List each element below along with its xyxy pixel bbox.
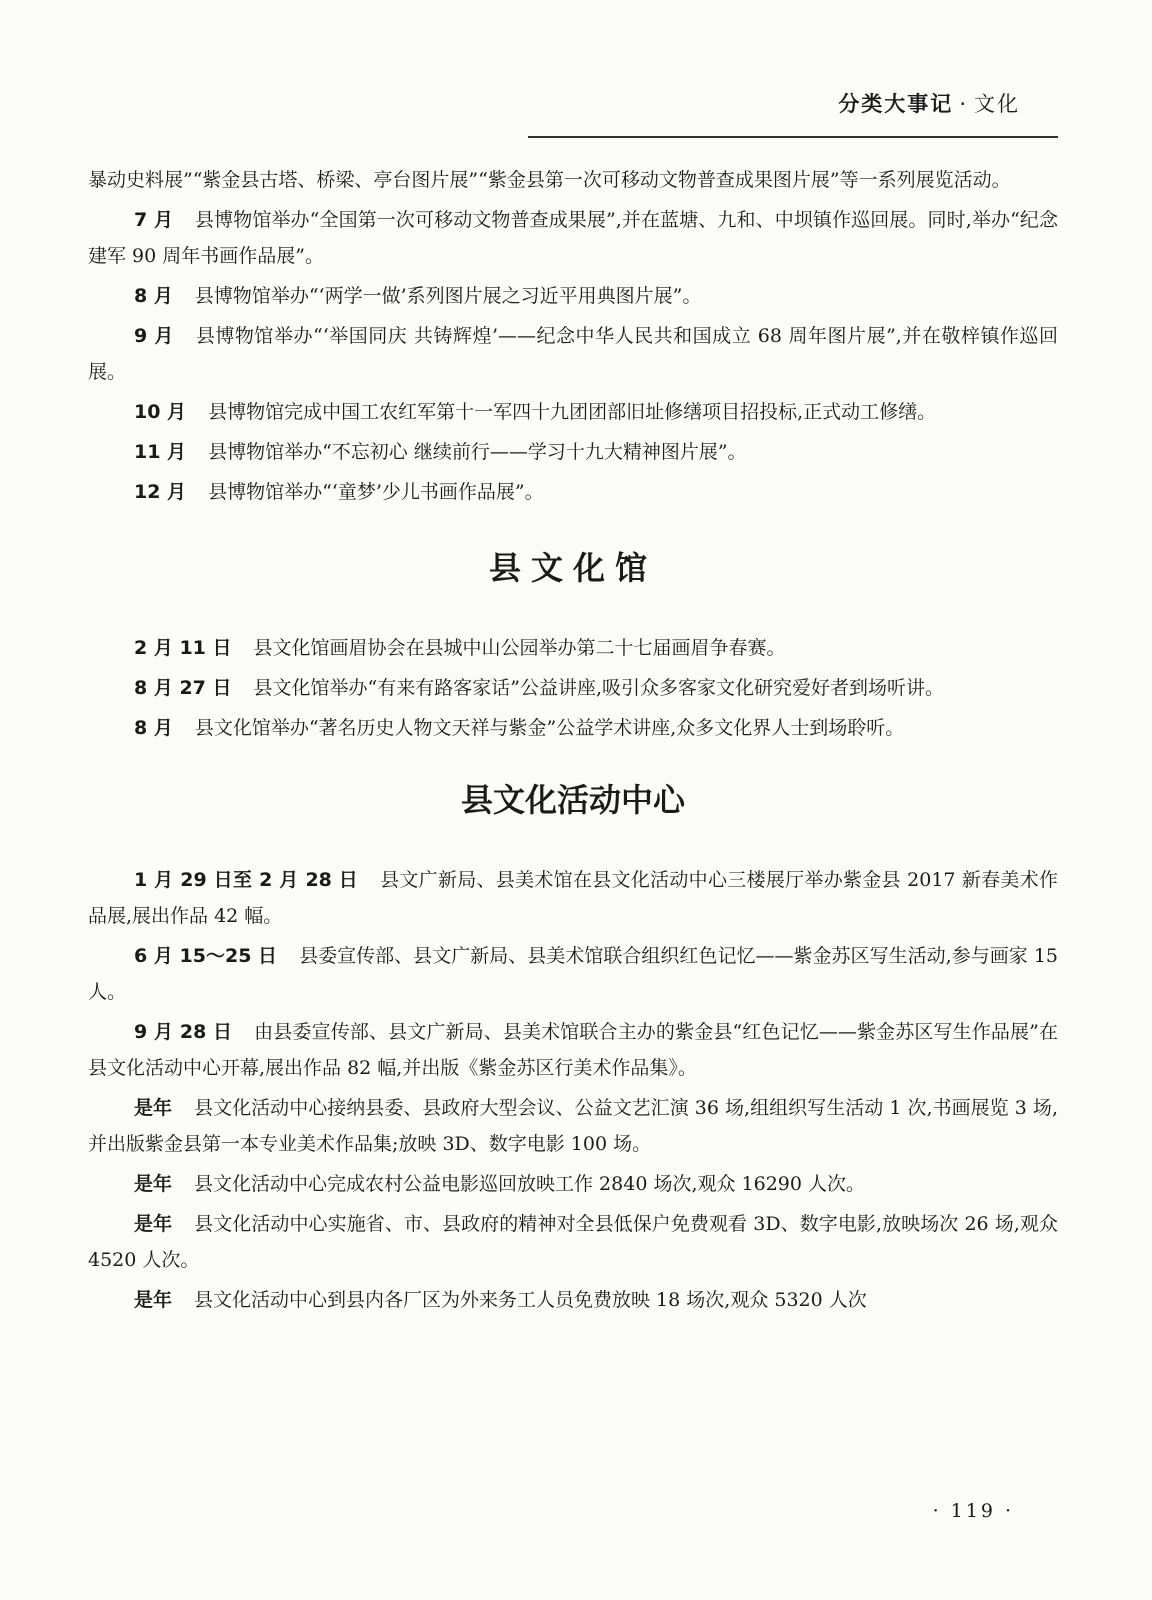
entry-text: 县博物馆举办“‘两学一做’系列图片展之习近平用典图片展”。 <box>194 285 702 307</box>
entry-date: 8 月 <box>134 717 173 739</box>
list-item <box>88 202 1058 274</box>
list-item <box>88 670 1058 706</box>
entry-text: 县文化馆画眉协会在县城中山公园举办第二十七届画眉争春赛。 <box>253 637 786 659</box>
header-separator: · <box>959 92 968 116</box>
list-item <box>88 1166 1058 1202</box>
list-item <box>88 278 1058 314</box>
list-item <box>88 938 1058 1010</box>
list-item <box>88 434 1058 470</box>
entry-date: 8 月 <box>134 285 173 307</box>
page-content <box>88 162 1058 1322</box>
list-item <box>88 162 1058 198</box>
entry-text: 县博物馆举办“全国第一次可移动文物普查成果展”,并在蓝塘、九和、中坝镇作巡回展。同时,举办“纪念建军 90 周年书画作品展”。 <box>88 209 1058 267</box>
museum-entries <box>88 162 1058 510</box>
culture-hall-entries <box>88 630 1058 746</box>
running-header <box>838 88 1020 118</box>
entry-text: 县文化活动中心接纳县委、县政府大型会议、公益文艺汇演 36 场,组组织写生活动 1 次,书画展览 3 场,并出版紫金县第一本专业美术作品集;放映 3D、数字电影 100 场。 <box>88 1097 1058 1155</box>
list-item <box>88 710 1058 746</box>
list-item <box>88 1014 1058 1086</box>
entry-text: 县文化活动中心实施省、市、县政府的精神对全县低保户免费观看 3D、数字电影,放映场次 26 场,观众 4520 人次。 <box>88 1213 1058 1271</box>
list-item <box>88 862 1058 934</box>
entry-text: 县文化活动中心完成农村公益电影巡回放映工作 2840 场次,观众 16290 人次。 <box>194 1173 866 1195</box>
entry-date: 8 月 27 日 <box>134 677 232 699</box>
entry-text: 县文化活动中心到县内各厂区为外来务工人员免费放映 18 场次,观众 5320 人次 <box>194 1289 867 1311</box>
entry-date: 11 月 <box>134 441 187 463</box>
entry-text: 县委宣传部、县文广新局、县美术馆联合组织红色记忆——紫金苏区写生活动,参与画家 15 人。 <box>88 945 1058 1003</box>
entry-date: 是年 <box>134 1173 173 1195</box>
entry-text: 县博物馆举办“不忘初心 继续前行——学习十九大精神图片展”。 <box>208 441 747 463</box>
culture-hall-title: 县文化馆 <box>488 549 657 587</box>
entry-text: 县博物馆举办“‘童梦’少儿书画作品展”。 <box>208 481 544 503</box>
page-number: · 119 · <box>932 1500 1014 1522</box>
header-rule <box>528 136 1058 138</box>
entry-text: 县博物馆完成中国工农红军第十一军四十九团团部旧址修缮项目招投标,正式动工修缮。 <box>208 401 937 423</box>
header-subsection: 文化 <box>974 92 1020 116</box>
entry-text: 暴动史料展”“紫金县古塔、桥梁、亭台图片展”“紫金县第一次可移动文物普查成果图片展”等一系列展览活动。 <box>88 169 1011 191</box>
activity-center-title: 县文化活动中心 <box>460 781 685 819</box>
entry-text: 县文化馆举办“著名历史人物文天祥与紫金”公益学术讲座,众多文化界人士到场聆听。 <box>194 717 905 739</box>
entry-date: 7 月 <box>134 209 174 231</box>
entry-text: 县博物馆举办“‘举国同庆 共铸辉煌’——纪念中华人民共和国成立 68 周年图片展”,并在敬梓镇作巡回展。 <box>88 325 1058 383</box>
list-item <box>88 318 1058 390</box>
entry-date: 6 月 15～25 日 <box>134 945 278 967</box>
list-item <box>88 474 1058 510</box>
entry-date: 是年 <box>134 1289 173 1311</box>
entry-date: 12 月 <box>134 481 187 503</box>
entry-date: 是年 <box>134 1097 173 1119</box>
entry-text: 县文化馆举办“有来有路客家话”公益讲座,吸引众多客家文化研究爱好者到场听讲。 <box>253 677 944 699</box>
entry-text: 县文广新局、县美术馆在县文化活动中心三楼展厅举办紫金县 2017 新春美术作品展,展出作品 42 幅。 <box>88 869 1059 927</box>
entry-date: 2 月 11 日 <box>134 637 232 659</box>
entry-text: 由县委宣传部、县文广新局、县美术馆联合主办的紫金县“红色记忆——紫金苏区写生作品展”在县文化活动中心开幕,展出作品 82 幅,并出版《紫金苏区行美术作品集》。 <box>88 1021 1058 1079</box>
list-item <box>88 1282 1058 1318</box>
list-item <box>88 394 1058 430</box>
entry-date: 9 月 <box>134 325 174 347</box>
entry-date: 9 月 28 日 <box>134 1021 233 1043</box>
entry-date: 1 月 29 日至 2 月 28 日 <box>134 869 359 891</box>
header-section: 分类大事记 <box>838 92 954 116</box>
list-item <box>88 1090 1058 1162</box>
entry-date: 10 月 <box>134 401 187 423</box>
entry-date: 是年 <box>134 1213 173 1235</box>
list-item <box>88 630 1058 666</box>
list-item <box>88 1206 1058 1278</box>
activity-center-entries <box>88 862 1058 1318</box>
